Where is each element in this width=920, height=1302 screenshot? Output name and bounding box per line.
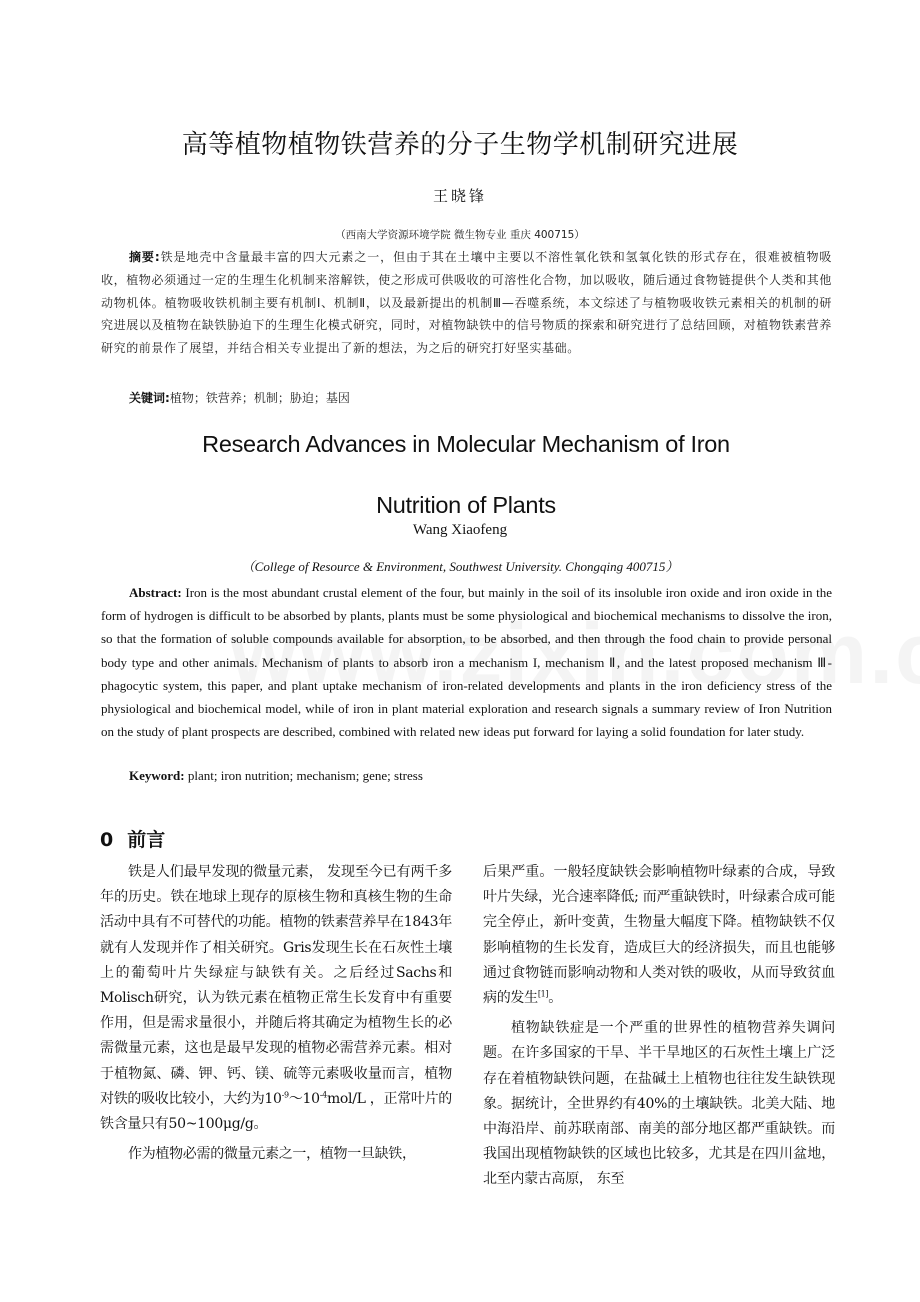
chinese-abstract xyxy=(101,246,832,360)
english-title-line-1: Research Advances in Molecular Mechanism of Iron xyxy=(202,431,730,457)
english-abstract-text: Iron is the most abundant crustal element of the four, but mainly in the soil of its insoluble iron oxide and iron oxide in the form of hydrogen is difficult to be absorbed by plants, plants must be some physiological and biochemical mechanisms to dissolve the iron, so that the formation of soluble compounds available for absorption, to be absorbed, and then through the food chain to provide personal body type and other animals. Mechanism of plants to absorb iron a mechanism I, mechanism Ⅱ, and the latest proposed mechanism Ⅲ- phagocytic system, this paper, and plant uptake mechanism of iron-related developments and plants in the iron deficiency stress of the physiological and biochemical model, while of iron in plant material exploration and research signals a summary review of Iron Nutrition on the study of plant prospects are described, combined with related new ideas put forward for laying a solid foundation for later study. xyxy=(101,585,832,740)
body-text: 铁是人们最早发现的微量元素， 发现至今已有两千多年的历史。铁在地球上现存的原核生物和真核生物的生命活动中具有不可替代的功能。植物的铁素营养早在1843年就有人发现并作了相关研究。Gris发现生长在石灰性土壤上的葡萄叶片失绿症与缺铁有关。之后经过Sachs和Molisch研究，认为铁元素在植物正常生长发育中有重要作用，但是需求量很小，并随后将其确定为植物生长的必需微量元素，这也是最早发现的植物必需营养元素。相对于植物氮、磷、钾、钙、镁、硫等元素吸收量而言，植物对铁的吸收比较小，大约为10 xyxy=(100,864,452,1107)
superscript: -9 xyxy=(281,1090,289,1100)
body-text: 植物缺铁症是一个严重的世界性的植物营养失调问题。在许多国家的干旱、半干旱地区的石灰性土壤上广泛存在着植物缺铁问题，在盐碱土上植物也往往发生缺铁现象。据统计，全世界约有40%的土壤缺铁。北美大陆、地中海沿岸、前苏联南部、南美的部分地区都严重缺铁。而我国出现植物缺铁的区域也比较多，尤其是在四川盆地，北至内蒙古高原， 东至 xyxy=(483,1020,835,1188)
chinese-keywords-label: 关键词: xyxy=(129,391,170,405)
chinese-keywords xyxy=(129,389,350,406)
citation-ref: [1] xyxy=(537,989,549,999)
english-affiliation: （College of Resource & Environment, Southwest University. Chongqing 400715） xyxy=(241,559,679,574)
chinese-abstract-text: 铁是地壳中含量最丰富的四大元素之一，但由于其在土壤中主要以不溶性氧化铁和氢氧化铁的形式存在，很难被植物吸收，植物必须通过一定的生理生化机制来溶解铁，使之形成可供吸收的可溶性化合物，加以吸收，随后通过食物链提供个人类和其他动物机体。植物吸收铁机制主要有机制Ⅰ、机制Ⅱ，以及最新提出的机制Ⅲ—吞噬系统，本文综述了与植物吸收铁元素相关的机制的研究进展以及植物在缺铁胁迫下的生理生化模式研究，同时，对植物缺铁中的信号物质的探索和研究进行了总结回顾，对植物铁素营养研究的前景作了展望，并结合相关专业提出了新的想法，为之后的研究打好坚实基础。 xyxy=(101,250,832,356)
chinese-keywords-text: 植物；铁营养；机制；胁迫；基因 xyxy=(169,391,350,405)
english-title xyxy=(60,420,872,529)
english-keywords xyxy=(129,768,423,784)
english-keywords-label: Keyword: xyxy=(129,768,185,783)
body-column-left xyxy=(100,860,452,1167)
section-number: 0 xyxy=(100,829,114,851)
body-paragraph xyxy=(483,1016,835,1192)
body-text: 。 xyxy=(548,990,562,1007)
english-abstract-label: Abstract: xyxy=(129,585,182,600)
chinese-title: 高等植物植物铁营养的分子生物学机制研究进展 xyxy=(181,130,739,160)
body-text: mol/L ，正常叶片的铁含量只有50~100μg/g。 xyxy=(100,1090,452,1133)
chinese-affiliation: （西南大学资源环境学院 微生物专业 重庆 400715） xyxy=(335,229,585,241)
superscript: -4 xyxy=(319,1090,327,1100)
body-text: ～10 xyxy=(288,1090,320,1107)
section-heading xyxy=(100,825,165,852)
chinese-author: 王晓锋 xyxy=(432,187,487,205)
body-text: 作为植物必需的微量元素之一，植物一旦缺铁， xyxy=(128,1146,416,1163)
body-text: 后果严重。一般轻度缺铁会影响植物叶绿素的合成，导致叶片失绿，光合速率降低; 而严重缺铁时，叶绿素合成可能完全停止，新叶变黄，生物量大幅度下降。植物缺铁不仅影响植物的生长发育，造成巨大的经济损失，而且也能够通过食物链而影响动物和人类对铁的吸收，从而导致贫血病的发生 xyxy=(483,864,835,1007)
body-paragraph xyxy=(483,860,835,1011)
english-title-line-2: Nutrition of Plants xyxy=(376,492,556,518)
body-paragraph xyxy=(100,860,452,1137)
english-author: Wang Xiaofeng xyxy=(412,522,508,538)
body-column-right xyxy=(483,860,835,1193)
section-title: 前言 xyxy=(127,829,166,851)
chinese-abstract-label: 摘要: xyxy=(129,250,161,264)
english-keywords-text: plant; iron nutrition; mechanism; gene; stress xyxy=(187,768,423,783)
english-abstract xyxy=(101,581,832,743)
body-paragraph xyxy=(100,1142,452,1167)
